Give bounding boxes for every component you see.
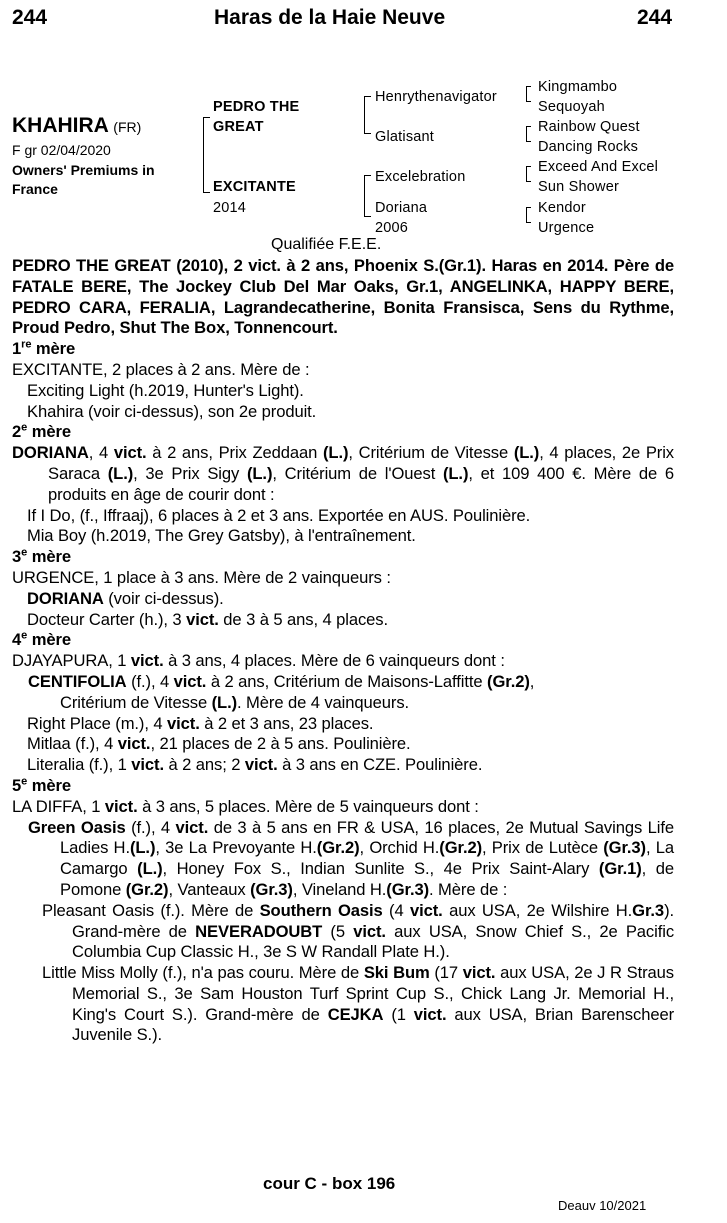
dam-entry: EXCITANTE, 2 places à 2 ans. Mère de :	[12, 359, 310, 379]
produce-right-place: Right Place (m.), 4 vict. à 2 et 3 ans, 23 places.	[27, 713, 374, 733]
pedigree-dsd: Sun Shower	[538, 179, 619, 195]
pedigree-sss: Kingmambo	[538, 79, 618, 95]
produce-mia-boy: Mia Boy (h.2019, The Grey Gatsby), à l'entraînement.	[27, 526, 416, 546]
produce-centifolia: CENTIFOLIA (f.), 4 vict. à 2 ans, Critérium de Maisons-Laffitte (Gr.2), Critérium de Vitesse (L.). Mère de 4 vainqueurs.	[28, 671, 535, 712]
produce-mitlaa: Mitlaa (f.), 4 vict., 21 places de 2 à 5 ans. Poulinière.	[27, 734, 411, 754]
produce-pleasant-oasis: Pleasant Oasis (f.). Mère de Southern Oasis (4 vict. aux USA, 2e Wilshire H.Gr.3). Grand-mère de NEVERADOUBT (5 vict. aux USA, Snow Chief S., 2e Pacific Columbia Cup Classic H., 3e S W Randall Plate H.).	[42, 900, 675, 962]
pedigree-dam: EXCITANTE	[213, 179, 296, 195]
produce-exciting-light: Exciting Light (h.2019, Hunter's Light).	[27, 380, 304, 400]
produce-green-oasis: Green Oasis (f.), 4 vict. de 3 à 5 ans en FR & USA, 16 places, 2e Mutual Savings Life Ladies H.(L.), 3e La Prevoyante H.(Gr.2), Orchid H.(Gr.2), Prix de Lutèce (Gr.3), La Camargo (L.), Honey Fox S., Indian Sunlite S., 4e Prix Saint-Alary (Gr.1), de Pomone (Gr.2), Vanteaux (Gr.3), Vineland H.(Gr.3). Mère de :	[28, 817, 675, 899]
pedigree-dam-dam: Doriana	[375, 200, 428, 216]
qualification: Qualifiée F.E.E.	[271, 236, 382, 253]
horse-name: KHAHIRA	[12, 114, 109, 137]
pedigree-dam-year: 2014	[213, 200, 247, 216]
produce-if-i-do: If I Do, (f., Iffraaj), 6 places à 2 et 3 ans. Exportée en AUS. Poulinière.	[27, 505, 531, 525]
page-title: Haras de la Haie Neuve	[214, 6, 446, 29]
pedigree-dss: Exceed And Excel	[538, 159, 659, 175]
pedigree-sds: Rainbow Quest	[538, 119, 640, 135]
section-2e-mere: 2e mère	[12, 421, 71, 442]
catalogue-text	[12, 256, 674, 1046]
pedigree-sire: PEDRO THE	[213, 99, 300, 115]
stable-location: cour C - box 196	[263, 1174, 396, 1193]
pedigree-bracket-ss	[526, 86, 531, 102]
pedigree-sdd: Dancing Rocks	[538, 139, 639, 155]
section-1re-mere: 1re mère	[12, 338, 76, 359]
lot-number-left: 244	[12, 6, 48, 29]
pedigree-bracket-dam	[364, 175, 371, 217]
pedigree-sire-cont: GREAT	[213, 119, 264, 135]
pedigree-dds: Kendor	[538, 200, 586, 216]
sale-reference: Deauv 10/2021	[558, 1198, 647, 1213]
horse-country: (FR)	[113, 119, 142, 135]
owners-premiums: Owners' Premiums in	[12, 162, 155, 178]
produce-doriana: DORIANA (voir ci-dessus).	[27, 588, 224, 608]
pedigree-ssd: Sequoyah	[538, 99, 605, 115]
dam-doriana: DORIANA, 4 vict. à 2 ans, Prix Zeddaan (L.), Critérium de Vitesse (L.), 4 places, 2e Prix Saraca (L.), 3e Prix Sigy (L.), Critérium de l'Ouest (L.), et 109 400 €. Mère de 6 produits en âge de courir dont :	[12, 443, 674, 504]
pedigree-dam-dam-year: 2006	[375, 220, 409, 236]
dam-urgence: URGENCE, 1 place à 3 ans. Mère de 2 vainqueurs :	[12, 567, 391, 587]
sire-description: PEDRO THE GREAT (2010), 2 vict. à 2 ans, Phoenix S.(Gr.1). Haras en 2014. Père de FATALE BERE, The Jockey Club Del Mar Oaks, Gr.1, ANGELINKA, HAPPY BERE, PEDRO CARA, FERALIA, Lagrandecatherine, Bonita Fransisca, Sens du Rythme, Proud Pedro, Shut The Box, Tonnencourt.	[12, 256, 674, 338]
section-5e-mere: 5e mère	[12, 775, 71, 795]
section-4e-mere: 4e mère	[12, 629, 71, 650]
produce-docteur-carter: Docteur Carter (h.), 3 vict. de 3 à 5 ans, 4 places.	[27, 609, 388, 629]
pedigree-ddd: Urgence	[538, 220, 595, 236]
pedigree-bracket-sire	[364, 96, 371, 134]
dam-djayapura: DJAYAPURA, 1 vict. à 3 ans, 4 places. Mère de 6 vainqueurs dont :	[12, 651, 505, 671]
pedigree-bracket-gen1	[203, 117, 210, 193]
pedigree-dam-sire: Excelebration	[375, 169, 466, 185]
pedigree-sire-dam: Glatisant	[375, 129, 435, 145]
owners-premiums-country: France	[12, 181, 58, 197]
dam-la-diffa: LA DIFFA, 1 vict. à 3 ans, 5 places. Mère de 5 vainqueurs dont :	[12, 796, 479, 816]
section-3e-mere: 3e mère	[12, 546, 71, 567]
produce-literalia: Literalia (f.), 1 vict. à 2 ans; 2 vict. à 3 ans en CZE. Poulinière.	[27, 755, 483, 775]
pedigree-bracket-ds	[526, 166, 531, 182]
pedigree-sire-sire: Henrythenavigator	[375, 89, 497, 105]
pedigree-bracket-sd	[526, 126, 531, 142]
pedigree-bracket-dd	[526, 207, 531, 223]
horse-title	[12, 114, 141, 138]
produce-little-miss-molly: Little Miss Molly (f.), n'a pas couru. Mère de Ski Bum (17 vict. aux USA, 2e J R Straus Memorial S., 3e Sam Houston Turf Sprint Cup S., Chick Lang Jr. Memorial H., King's Court S.). Grand-mère de CEJKA (1 vict. aux USA, Brian Barenscheer Juvenile S.).	[42, 963, 675, 1045]
lot-number-right: 244	[637, 6, 673, 29]
horse-details: F gr 02/04/2020	[12, 142, 111, 158]
produce-khahira: Khahira (voir ci-dessus), son 2e produit.	[27, 401, 317, 421]
